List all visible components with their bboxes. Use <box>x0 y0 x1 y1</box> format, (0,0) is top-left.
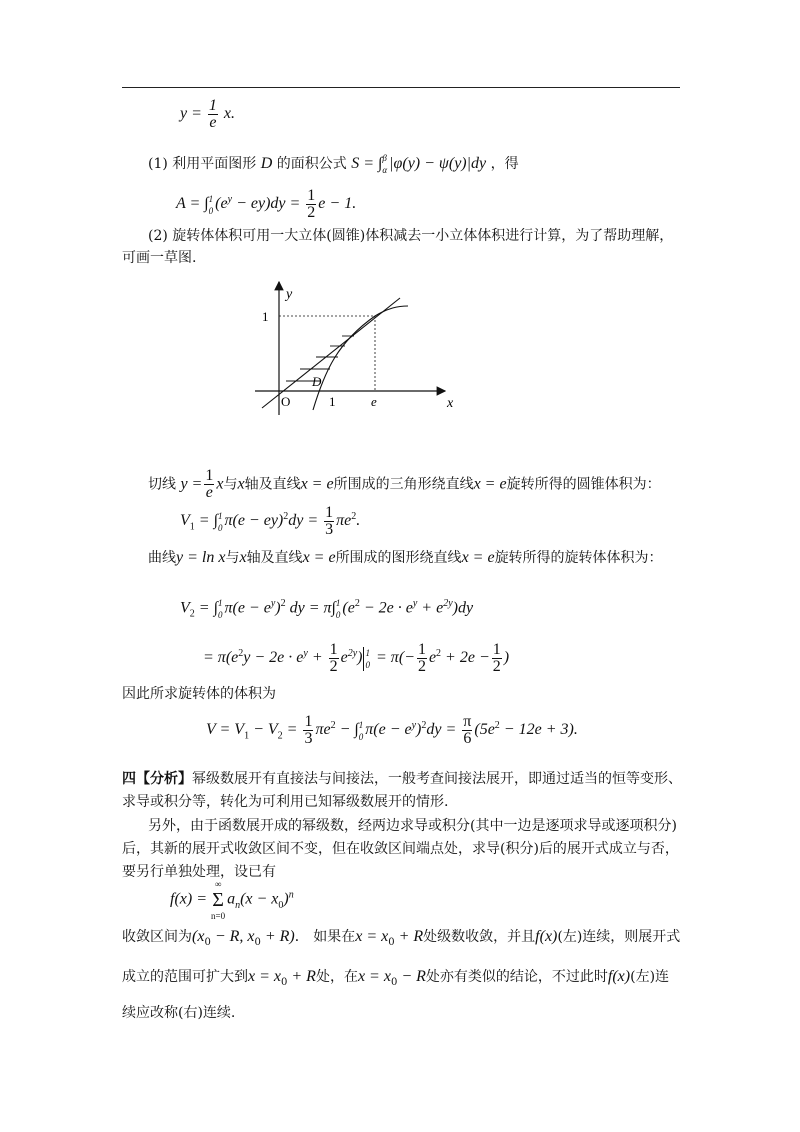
fraction <box>303 714 313 747</box>
v2-equation-line-2 <box>203 642 509 675</box>
lower-limit: 0 <box>217 609 223 620</box>
part-2-line-2: 可画一草图. <box>122 250 197 266</box>
region-label: D <box>312 374 322 389</box>
fraction-denominator: e <box>205 484 213 501</box>
text: 幂级数展开有直接法与间接法，一般考查间接法展开，即通过适当的恒等变形、 <box>192 771 682 787</box>
sum-symbol <box>211 878 225 922</box>
math: f(x) <box>607 968 631 985</box>
exponent: 2y <box>347 647 358 659</box>
conv-line-2 <box>122 968 669 992</box>
fraction <box>417 642 427 675</box>
math: dy = π∫ <box>285 599 336 617</box>
subscript: 0 <box>254 936 261 948</box>
fraction <box>492 642 502 675</box>
lower-limit: 0 <box>365 659 370 670</box>
math: x <box>239 549 247 566</box>
math: (x <box>192 928 205 945</box>
math: x <box>237 475 245 493</box>
integral-limits <box>218 510 223 534</box>
integral-limits <box>209 193 214 217</box>
eq-lhs: y = <box>180 105 202 123</box>
subscript: 0 <box>388 936 395 948</box>
integrand: |φ(y) − ψ(y)|dy <box>389 155 487 172</box>
math: x = e <box>302 549 336 566</box>
fraction-denominator: 2 <box>329 658 338 675</box>
math: ) <box>275 599 281 617</box>
part-1-text <box>148 152 519 176</box>
math: − R, x <box>210 928 255 945</box>
subscript: 0 <box>278 899 284 911</box>
math: f(x) <box>535 928 558 945</box>
upper-limit: β <box>382 153 387 163</box>
part-1-lead: (1) 利用平面图形 <box>148 156 257 172</box>
area-formula: S = ∫ <box>351 155 383 172</box>
math: π(e − e <box>224 599 271 617</box>
subscript: 1 <box>189 521 195 533</box>
exponent: y <box>412 598 418 609</box>
upper-limit: ∞ <box>214 879 222 889</box>
upper-limit: 1 <box>217 597 223 608</box>
text: (左)连 <box>630 969 670 985</box>
math: y − 2e · e <box>243 649 304 667</box>
fraction-numerator: 1 <box>417 641 426 658</box>
math: π(e − ey) <box>224 512 284 530</box>
exponent: y <box>227 193 233 205</box>
text: 与 <box>225 550 240 566</box>
conv-line-1 <box>122 928 680 952</box>
math: y = <box>180 475 203 493</box>
math: − V <box>249 721 278 739</box>
exponent: 2 <box>494 719 500 731</box>
exponent: 2 <box>330 719 336 731</box>
math: x = e <box>461 549 495 566</box>
therefore-text: 因此所求旋转体的体积为 <box>122 686 276 702</box>
tick-label-xe: e <box>371 394 377 409</box>
fraction-numerator: 1 <box>205 467 214 484</box>
fraction-numerator: π <box>463 713 472 730</box>
math: e <box>428 649 437 667</box>
math: x = x <box>248 968 281 985</box>
fraction-numerator: 1 <box>329 641 338 658</box>
exponent: 2 <box>283 510 289 522</box>
subscript: 0 <box>390 976 398 988</box>
math: ) <box>503 649 510 667</box>
lower-limit: 0 <box>208 205 214 216</box>
eq-body: (e <box>215 195 228 213</box>
fraction-numerator: 1 <box>325 504 334 521</box>
text: 旋转所得的旋转体体积为： <box>494 550 663 566</box>
math: V <box>180 599 190 617</box>
exponent: n <box>288 889 294 901</box>
math: e <box>340 649 348 667</box>
eq-tail: e − 1. <box>318 195 357 213</box>
origin-label: O <box>281 394 291 409</box>
fraction <box>329 642 339 675</box>
math: (e <box>342 599 355 617</box>
integral-limits <box>382 152 387 176</box>
subscript: n <box>235 899 241 911</box>
tangent-line-equation <box>180 98 235 131</box>
math: + R) <box>260 928 295 945</box>
math: x = e <box>300 475 334 493</box>
subscript: 1 <box>244 730 250 742</box>
fraction-numerator: 1 <box>208 97 217 114</box>
math: x = e <box>473 475 507 493</box>
fraction-denominator: 2 <box>417 658 426 675</box>
sigma: Σ <box>212 889 224 911</box>
fraction-denominator: 3 <box>325 521 334 538</box>
math: f(x) = <box>170 890 211 908</box>
math: + R <box>287 968 316 985</box>
text: 轴及直线 <box>246 550 303 566</box>
math: − 12e + 3). <box>499 721 578 739</box>
tick-label-x1: 1 <box>329 394 336 409</box>
exponent: y <box>270 598 276 609</box>
evaluation-bar <box>363 647 371 671</box>
text: ． 如果在 <box>294 929 356 945</box>
math: V <box>180 512 190 530</box>
fraction-denominator: 2 <box>492 658 501 675</box>
math: π(e − e <box>365 721 412 739</box>
math: − R <box>397 968 426 985</box>
exponent: 2 <box>421 719 427 731</box>
subscript: 2 <box>189 608 195 620</box>
text: 轴及直线 <box>244 476 301 493</box>
integral-limits <box>218 597 223 621</box>
text: (左)连续，则展开式 <box>557 929 681 945</box>
upper-limit: 1 <box>358 719 364 730</box>
math: dy = <box>288 512 319 530</box>
math: x = x <box>357 968 391 985</box>
math: . <box>356 512 361 530</box>
tick-label-y1: 1 <box>262 309 269 324</box>
text: 所围成的图形绕直线 <box>335 550 462 566</box>
math: a <box>227 890 236 908</box>
area-equation <box>176 188 356 221</box>
eq-body: − ey)dy = <box>232 195 301 213</box>
math: = <box>282 721 298 739</box>
header-rule <box>122 87 680 88</box>
math: + 2e − <box>441 649 490 667</box>
subscript: 0 <box>281 976 288 988</box>
math: ) <box>416 721 422 739</box>
cone-text <box>148 468 661 501</box>
eq-rhs: x. <box>223 105 236 123</box>
text: 切线 <box>148 476 176 493</box>
math: y = ln x <box>176 549 226 566</box>
text: 曲线 <box>148 550 176 566</box>
series-equation <box>170 878 294 922</box>
exponent: 2 <box>351 510 357 522</box>
math: πe <box>315 721 331 739</box>
math: = ∫ <box>194 599 218 617</box>
subscript: 2 <box>277 730 283 742</box>
region-symbol: D <box>260 155 273 172</box>
text: 处，在 <box>315 969 358 985</box>
math: (x − x <box>240 890 279 908</box>
text: 与 <box>223 476 238 493</box>
fraction-numerator: 1 <box>304 713 313 730</box>
subscript: 0 <box>204 936 211 948</box>
fraction <box>324 505 334 538</box>
exponent: y <box>411 719 417 731</box>
math: = ∫ <box>194 512 218 530</box>
sketch-figure <box>250 270 465 420</box>
fraction <box>204 468 214 501</box>
text: 所围成的三角形绕直线 <box>333 476 474 493</box>
text: 成立的范围可扩大到 <box>122 969 248 985</box>
exponent: y <box>303 647 308 659</box>
math: = π(− <box>372 649 415 667</box>
part-2-line-1: (2) 旋转体体积可用一大立体(圆锥)体积减去一小立体体积进行计算，为了帮助理解， <box>148 228 674 244</box>
fraction <box>462 714 472 747</box>
upper-limit: 1 <box>335 597 341 608</box>
v1-equation <box>180 505 360 538</box>
exponent: 2 <box>354 598 360 609</box>
math: dy = <box>426 721 457 739</box>
upper-limit: 1 <box>217 510 223 521</box>
part-1-mid: 的面积公式 <box>276 156 347 172</box>
fraction-numerator: 1 <box>492 641 501 658</box>
fraction-denominator: 3 <box>304 730 313 747</box>
math: ) <box>357 649 363 667</box>
text: 处亦有类似的结论，不过此时 <box>425 969 608 985</box>
integral-limits <box>359 719 364 743</box>
exponent: 2 <box>436 647 442 659</box>
upper-limit: 1 <box>365 647 370 658</box>
other-line-3: 要另行单独处理，设已有 <box>122 864 276 880</box>
text: 收敛区间为 <box>122 929 192 945</box>
text: 处级数收敛，并且 <box>423 929 536 945</box>
lower-limit: α <box>382 165 388 175</box>
math: πe <box>336 512 352 530</box>
math: (5e <box>474 721 495 739</box>
section-4-line-1 <box>122 770 682 788</box>
x-axis-label: x <box>447 396 454 411</box>
fraction-denominator: 6 <box>463 730 472 747</box>
lower-limit: n=0 <box>211 911 226 921</box>
conv-line-3: 续应改称(右)连续. <box>122 1005 236 1021</box>
lower-limit: 0 <box>217 522 223 533</box>
section-4-line-2: 求导或积分等，转化为可利用已知幂级数展开的情形. <box>122 794 449 810</box>
math: + e <box>417 599 444 617</box>
math: + <box>307 649 323 667</box>
other-line-1: 另外，由于函数展开成的幂级数，经两边求导或积分(其中一边是逐项求导或逐项积分) <box>148 818 677 834</box>
lower-limit: 0 <box>358 731 364 742</box>
text: 旋转所得的圆锥体积为： <box>506 476 661 493</box>
other-line-2: 后，其新的展开式收敛区间不变，但在收敛区间端点处，求导(积分)后的展开式成立与否， <box>122 841 679 857</box>
math: )dy <box>452 599 474 617</box>
upper-limit: 1 <box>208 193 214 204</box>
fraction-denominator: e <box>209 114 217 131</box>
curve-text <box>148 549 663 567</box>
y-axis-label: y <box>286 287 293 302</box>
math: ) <box>283 890 289 908</box>
math: − 2e · e <box>359 599 413 617</box>
log-curve <box>313 306 408 410</box>
exponent: 2 <box>238 647 244 659</box>
fraction-denominator: 2 <box>307 204 316 221</box>
math: + R <box>394 928 424 945</box>
math: = π(e <box>203 649 239 667</box>
exponent: 2y <box>443 598 453 609</box>
math: x <box>216 475 224 493</box>
v2-equation-line-1 <box>180 595 473 624</box>
lower-limit: 0 <box>335 609 341 620</box>
eq-lhs: A = ∫ <box>176 195 209 213</box>
section-heading: 四【分析】 <box>122 771 192 787</box>
exponent: 2 <box>280 598 286 609</box>
fraction <box>208 98 218 131</box>
volume-equation <box>206 714 578 747</box>
math: V = V <box>206 721 245 739</box>
math: x = x <box>355 928 389 945</box>
fraction-numerator: 1 <box>307 187 316 204</box>
integral-limits <box>336 597 341 621</box>
part-1-tail: ，得 <box>490 156 519 172</box>
math: − ∫ <box>335 721 359 739</box>
fraction <box>306 188 316 221</box>
